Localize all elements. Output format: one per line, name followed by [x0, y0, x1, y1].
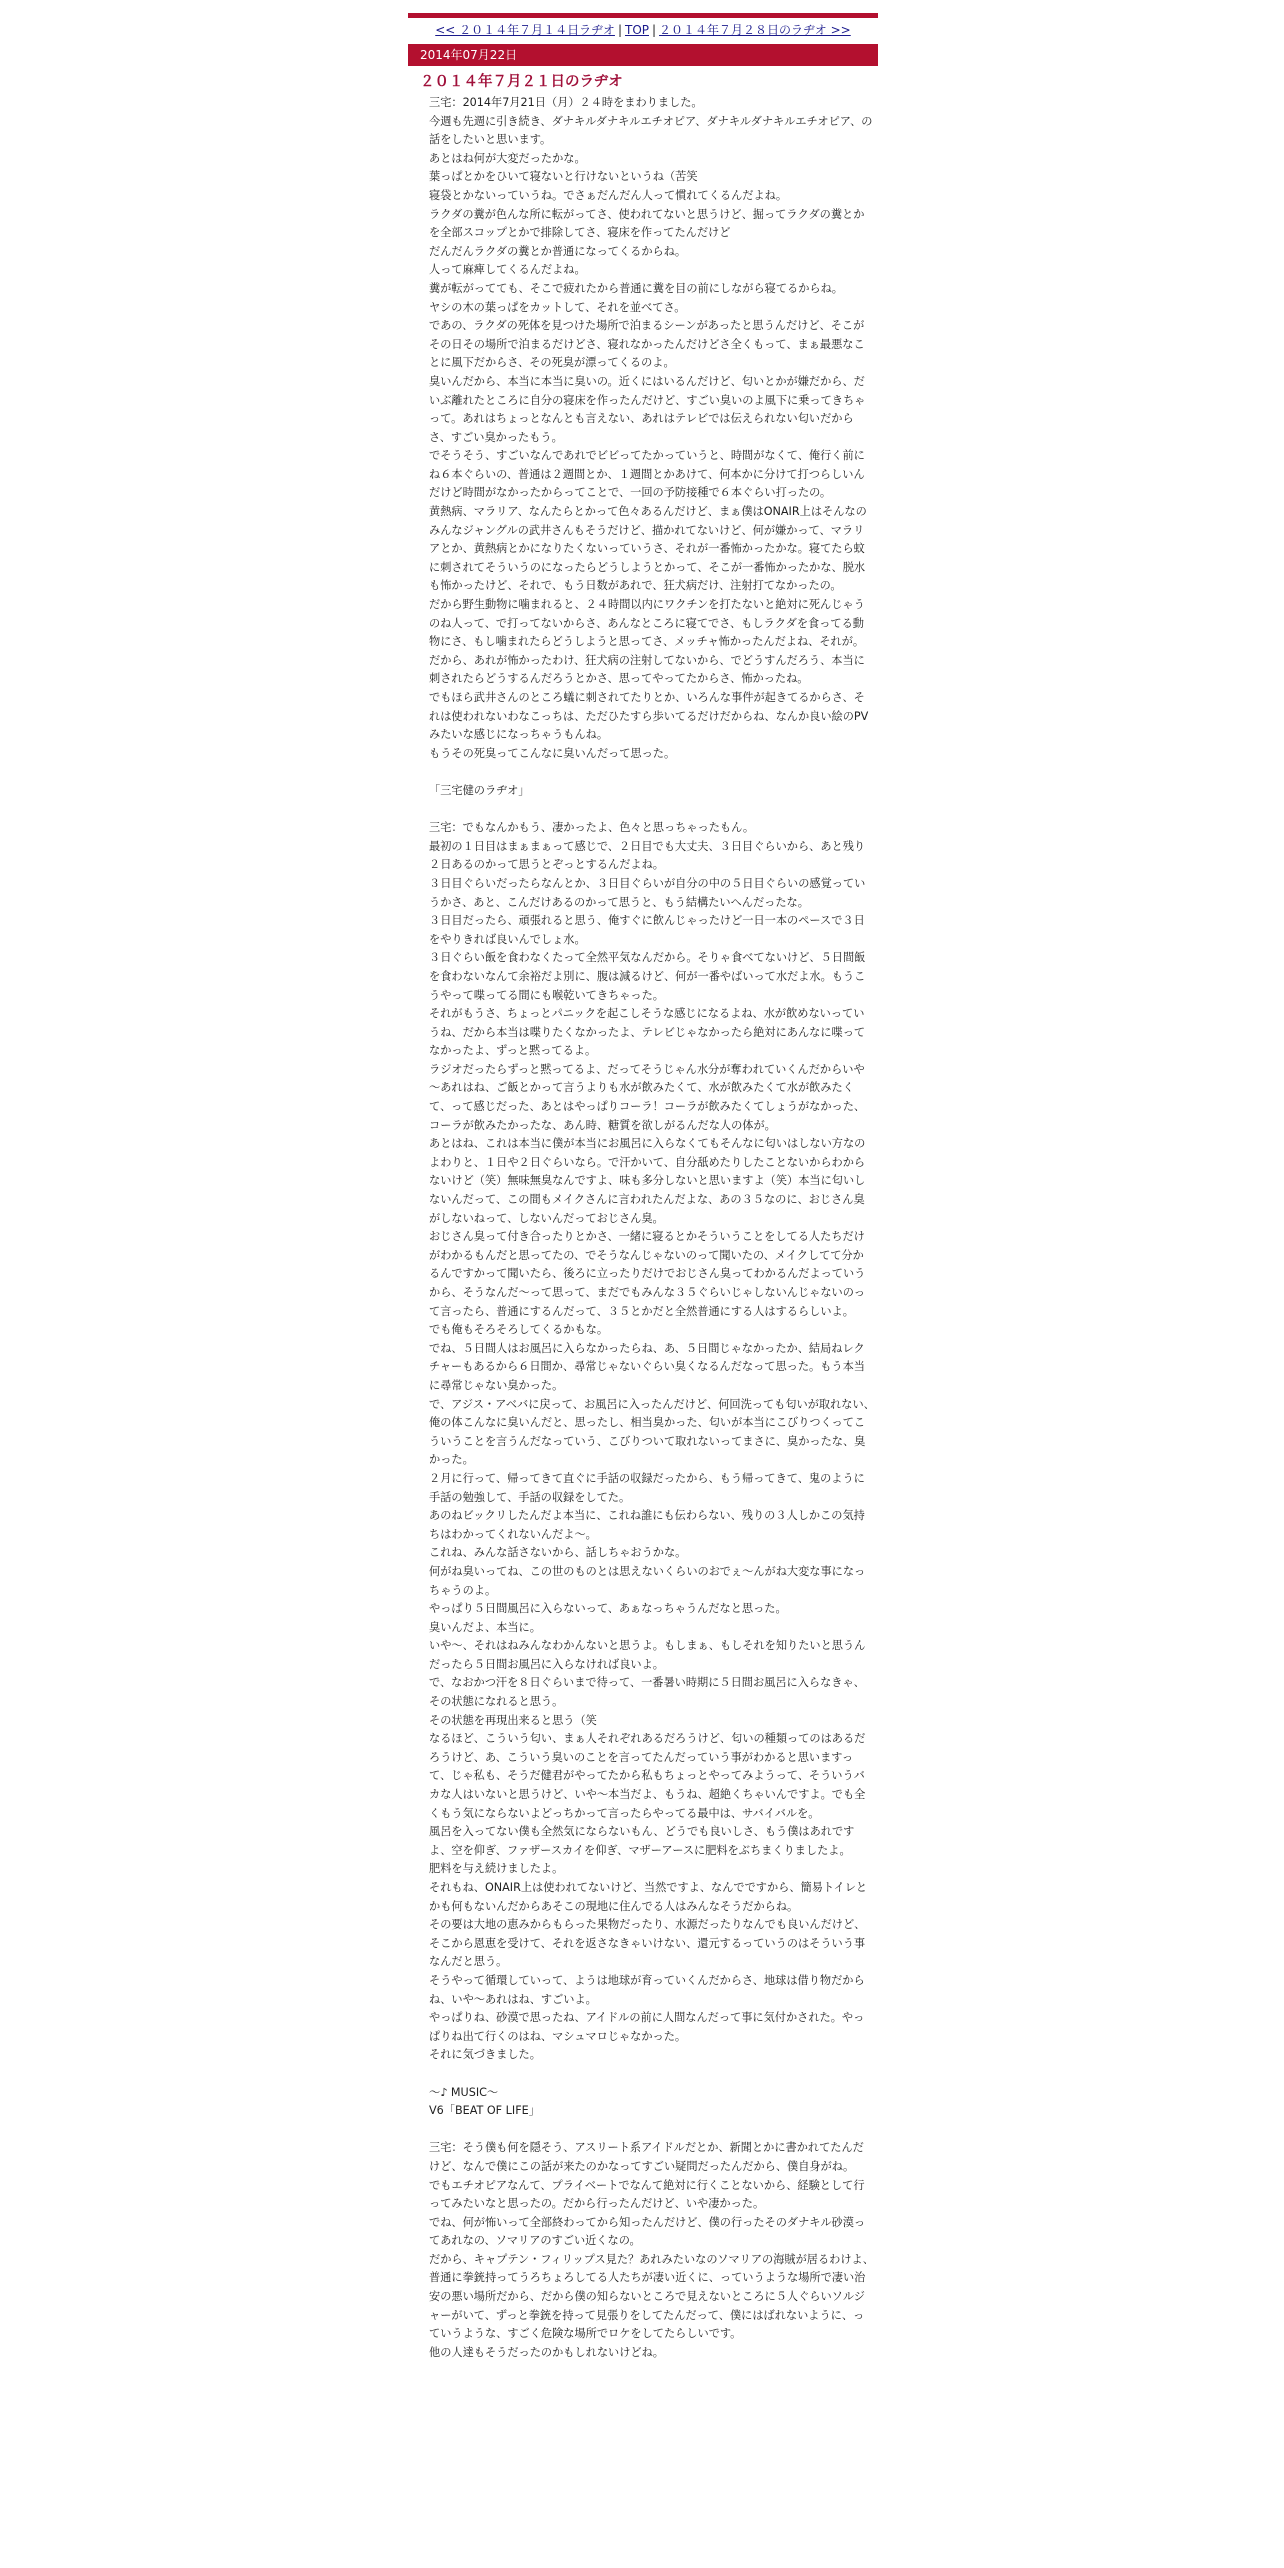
next-post-link[interactable]: ２０１４年７月２８日のラヂオ >>	[659, 23, 851, 37]
prev-post-link[interactable]: << ２０１４年７月１４日ラヂオ	[435, 23, 615, 37]
nav-separator: |	[652, 23, 657, 37]
content-column	[408, 0, 878, 2362]
top-link[interactable]: TOP	[624, 23, 649, 37]
post-body: 三宅：2014年7月21日（月）２４時をまわりました。 今週も先週に引き続き、ダナキルダナキルエチオピア、ダナキルダナキルエチオピア、の話をしたいと思います。 あとはね何が大変だったかな。 葉っぱとかをひいて寝ないと行けないというね（苦笑 寝袋とかないっていうね。でさぁだんだん人って慣れてくるんだよね。 ラクダの糞が色んな所に転がってさ、使われてないと思うけど、掘ってラクダの糞とかを全部スコップとかで排除してさ、寝床を作ってたんだけど だんだんラクダの糞とか普通になってくるからね。 人って麻痺してくるんだよね。 糞が転がってても、そこで疲れたから普通に糞を目の前にしながら寝てるからね。 ヤシの木の葉っぱをカットして、それを並べてさ。 であの、ラクダの死体を見つけた場所で泊まるシーンがあったと思うんだけど、そこがその日その場所で泊まるだけどさ、寝れなかったんだけどさ全くもって、まぁ最悪なことに風下だからさ、その死臭が漂ってくるのよ。 臭いんだから、本当に本当に臭いの。近くにはいるんだけど、匂いとかが嫌だから、だいぶ離れたところに自分の寝床を作ったんだけど、すごい臭いのよ風下に乗ってきちゃって。あれはちょっとなんとも言えない、あれはテレビでは伝えられない匂いだからさ、すごい臭かったもう。 でそうそう、すごいなんであれでビビってたかっていうと、時間がなくて、俺行く前にね６本ぐらいの、普通は２週間とか、１週間とかあけて、何本かに分けて打つらしいんだけど時間がなかったからってことで、一回の予防接種で６本ぐらい打ったの。 黄熱病、マラリア、なんたらとかって色々あるんだけど、まぁ僕はONAIR上はそんなのみんなジャングルの武井さんもそうだけど、描かれてないけど、何が嫌かって、マラリアとか、黄熱病とかになりたくないっていうさ、それが一番怖かったかな。寝てたら蚊に刺されてそういうのになったらどうしようとかって、そこが一番怖かったかな、脱水も怖かったけど、それで、もう日数があれで、狂犬病だけ、注射打てなかったの。 だから野生動物に噛まれると、２４時間以内にワクチンを打たないと絶対に死んじゃうのね人って、で打ってないからさ、あんなところに寝てでさ、もしラクダを食ってる動物にさ、もし噛まれたらどうしようと思ってさ、メッチャ怖かったんだよね、それが。 だから、あれが怖かったわけ、狂犬病の注射してないから、でどうすんだろう、本当に刺されたらどうするんだろうとかさ、思ってやってたからさ、怖かったね。 でもほら武井さんのところ蟻に刺されてたりとか、いろんな事件が起きてるからさ、それは使われないわなこっちは、ただひたすら歩いてるだけだからね、なんか良い絵のPVみたいな感じになっちゃうもんね。 もうその死臭ってこんなに臭いんだって思った。 「三宅健のラヂオ」 三宅：でもなんかもう、凄かったよ、色々と思っちゃったもん。 最初の１日目はまぁまぁって感じで、２日目でも大丈夫、３日目ぐらいから、あと残り２日あるのかって思うとぞっとするんだよね。 ３日目ぐらいだったらなんとか、３日目ぐらいが自分の中の５日目ぐらいの感覚っていうかさ、あと、こんだけあるのかって思うと、もう結構たいへんだったな。 ３日目だったら、頑張れると思う、俺すぐに飲んじゃったけど一日一本のペースで３日をやりきれば良いんでしょ水。 ３日ぐらい飯を食わなくたって全然平気なんだから。そりゃ食べてないけど、５日間飯を食わないなんて余裕だよ別に、腹は減るけど、何が一番やばいって水だよ水。もうこうやって喋ってる間にも喉乾いてきちゃった。 それがもうさ、ちょっとパニックを起こしそうな感じになるよね、水が飲めないっていうね、だから本当は喋りたくなかったよ、テレビじゃなかったら絶対にあんなに喋ってなかったよ、ずっと黙ってるよ。 ラジオだったらずっと黙ってるよ、だってそうじゃん水分が奪われていくんだからいや～あれはね、ご飯とかって言うよりも水が飲みたくて、水が飲みたくて水が飲みたくて、って感じだった、あとはやっぱりコーラ！コーラが飲みたくてしょうがなかった、コーラが飲みたかったな、あん時、糖質を欲しがるんだな人の体が。 あとはね、これは本当に僕が本当にお風呂に入らなくてもそんなに匂いはしない方なのよわりと、１日や２日ぐらいなら。で汗かいて、自分舐めたりしたことないからわからないけど（笑）無味無臭なんですよ、味も多分しないと思いますよ（笑）本当に匂いしないんだって、この間もメイクさんに言われたんだよな、あの３５なのに、おじさん臭がしないねって、しないんだっておじさん臭。 おじさん臭って付き合ったりとかさ、一緒に寝るとかそういうことをしてる人たちだけがわかるもんだと思ってたの、でそうなんじゃないのって聞いたの、メイクしてて分かるんですかって聞いたら、後ろに立ったりだけでおじさん臭ってわかるんだよっていうから、そうなんだ～って思って、まだでもみんな３５ぐらいじゃしないんじゃないのって言ったら、普通にするんだって、３５とかだと全然普通にする人はするらしいよ。 でも俺もそろそろしてくるかもな。 でね、５日間人はお風呂に入らなかったらね、あ、５日間じゃなかったか、結局ねレクチャーもあるから６日間か、尋常じゃないぐらい臭くなるんだなって思った。もう本当に尋常じゃない臭かった。 で、アジス・アベバに戻って、お風呂に入ったんだけど、何回洗っても匂いが取れない、俺の体こんなに臭いんだと、思ったし、相当臭かった、匂いが本当にこびりつくってこういうことを言うんだなっていう、こびりついて取れないってまさに、臭かったな、臭かった。 ２月に行って、帰ってきて直ぐに手話の収録だったから、もう帰ってきて、鬼のように手話の勉強して、手話の収録をしてた。 あのねビックリしたんだよ本当に、これね誰にも伝わらない、残りの３人しかこの気持ちはわかってくれないんだよ～。 これね、みんな話さないから、話しちゃおうかな。 何がね臭いってね、この世のものとは思えないくらいのおでぇ～んがね大変な事になっちゃうのよ。 やっぱり５日間風呂に入らないって、あぁなっちゃうんだなと思った。 臭いんだよ、本当に。 いや～、それはねみんなわかんないと思うよ。もしまぁ、もしそれを知りたいと思うんだったら５日間お風呂に入らなければ良いよ。 で、なおかつ汗を８日ぐらいまで待って、一番暑い時期に５日間お風呂に入らなきゃ、その状態になれると思う。 その状態を再現出来ると思う（笑 なるほど、こういう匂い、まぁ人それぞれあるだろうけど、匂いの種類ってのはあるだろうけど、あ、こういう臭いのことを言ってたんだっていう事がわかると思いますって、じゃ私も、そうだ健君がやってたから私もちょっとやってみようって、そういうバカな人はいないと思うけど、いや～本当だよ、もうね、超絶くちゃいんですよ。でも全くもう気にならないよどっちかって言ったらやってる最中は、サバイバルを。 風呂を入ってない僕も全然気にならないもん、どうでも良いしさ、もう僕はあれですよ、空を仰ぎ、ファザースカイを仰ぎ、マザーアースに肥料をぶちまくりましたよ。 肥料を与え続けましたよ。 それもね、ONAIR上は使われてないけど、当然ですよ、なんでですから、簡易トイレとかも何もないんだからあそこの現地に住んでる人はみんなそうだからね。 その要は大地の恵みからもらった果物だったり、水源だったりなんでも良いんだけど、そこから恩恵を受けて、それを返さなきゃいけない、還元するっていうのはそういう事なんだと思う。 そうやって循環していって、ようは地球が育っていくんだからさ、地球は借り物だからね、いや～あれはね、すごいよ。 やっぱりね、砂漠で思ったね、アイドルの前に人間なんだって事に気付かされた。やっぱりね出て行くのはね、マシュマロじゃなかった。 それに気づきました。 ～♪ MUSIC～ V6「BEAT OF LIFE」 三宅：そう僕も何を隠そう、アスリート系アイドルだとか、新聞とかに書かれてたんだけど、なんで僕にこの話が来たのかなってすごい疑問だったんだから、僕自身がね。 でもエチオピアなんて、プライベートでなんて絶対に行くことないから、経験として行ってみたいなと思ったの。だから行ったんだけど、いや凄かった。 でね、何が怖いって全部終わってから知ったんだけど、僕の行ったそのダナキル砂漠ってあれなの、ソマリアのすごい近くなの。 だから、キャプテン・フィリップス見た？あれみたいなのソマリアの海賊が居るわけよ、普通に拳銃持ってうろちょろしてる人たちが凄い近くに、っていうような場所で凄い治安の悪い場所だから、だから僕の知らないところで見えないところに５人ぐらいソルジャーがいて、ずっと拳銃を持って見張りをしてたんだって、僕にはばれないように、っていうような、すごく危険な場所でロケをしてたらしいです。 他の人達もそうだったのかもしれないけどね。	[429, 96, 875, 2359]
top-accent-bar	[408, 13, 878, 18]
post-date-band	[408, 44, 878, 66]
post-title: ２０１４年７月２１日のラヂオ	[420, 74, 623, 90]
nav-separator: |	[617, 23, 622, 37]
post-date: 2014年07月22日	[420, 48, 518, 62]
post-navigation	[408, 21, 878, 39]
